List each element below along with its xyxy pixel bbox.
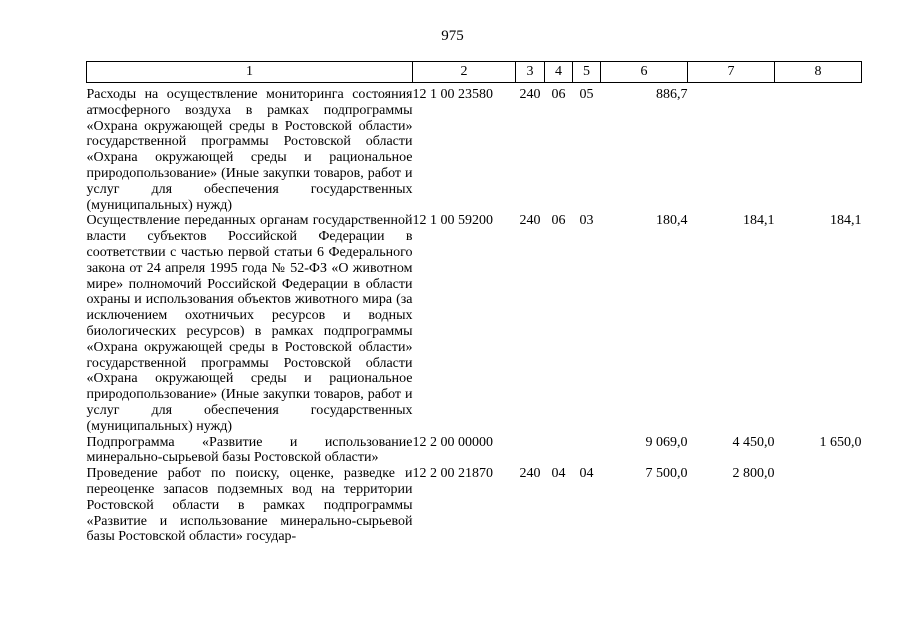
column-header: 2 <box>413 62 516 83</box>
table-header-row <box>87 62 862 83</box>
row-col7: 2 800,0 <box>732 466 775 482</box>
row-code: 12 2 00 21870 <box>412 466 493 482</box>
column-header: 4 <box>545 62 573 83</box>
row-description: Осуществление переданных органам государственной власти субъектов Российской Федерации в соответствии с частью первой статьи 6 Федерального закона от 24 апреля 1995 года № 52-ФЗ «О животном мире» полномочий Российской Федерации в области охраны и использования объектов животного мира (за исключением охотничьих ресурсов и водных биологических ресурсов) в рамках подпрограммы «Охрана окружающей среды в Ростовской области» государственной программы Ростовской области «Охрана окружающей среды и рациональное природопользование» (Иные закупки товаров, работ и услуг для обеспечения государственных (муниципальных) нужд) <box>86 213 413 434</box>
column-header: 8 <box>775 62 862 83</box>
row-col3: 240 <box>519 213 541 229</box>
column-header: 6 <box>601 62 688 83</box>
row-col5: 03 <box>579 213 594 229</box>
row-col4: 06 <box>551 87 566 102</box>
table-row <box>87 213 862 434</box>
row-description: Проведение работ по поиску, оценке, разведке и переоценке запасов подземных вод на территории Ростовской области в рамках подпрограммы «Развитие и использование минерально-сырьевой базы Ростовской области» государ- <box>86 466 413 545</box>
row-col5: 05 <box>579 87 594 102</box>
row-col3 <box>516 435 545 467</box>
row-col7: 184,1 <box>743 213 775 229</box>
table-row <box>87 435 862 467</box>
row-col8: 1 650,0 <box>819 434 862 450</box>
row-col3: 240 <box>519 466 541 482</box>
column-header: 7 <box>688 62 775 83</box>
row-col5: 04 <box>579 466 594 482</box>
row-col4: 04 <box>551 466 566 482</box>
row-col7: 4 450,0 <box>732 434 775 450</box>
row-col6: 9 069,0 <box>645 434 688 450</box>
column-header: 1 <box>87 62 413 83</box>
row-col8 <box>775 83 862 214</box>
row-col8 <box>775 466 862 545</box>
budget-table <box>86 61 862 545</box>
row-col8: 184,1 <box>830 213 862 229</box>
row-col7 <box>688 83 775 214</box>
column-header: 5 <box>573 62 601 83</box>
row-col3: 240 <box>519 87 541 102</box>
table-row <box>87 83 862 214</box>
row-col6: 180,4 <box>656 213 688 229</box>
row-code: 12 2 00 00000 <box>412 434 493 450</box>
row-code: 12 1 00 59200 <box>412 213 493 229</box>
row-col6: 7 500,0 <box>645 466 688 482</box>
row-col6: 886,7 <box>656 87 688 102</box>
table-row <box>87 466 862 545</box>
column-header: 3 <box>516 62 545 83</box>
row-description: Расходы на осуществление мониторинга состояния атмосферного воздуха в рамках подпрограммы «Охрана окружающей среды в Ростовской области» государственной программы Ростовской области «Охрана окружающей среды и рациональное природопользование» (Иные закупки товаров, работ и услуг для обеспечения государственных (муниципальных) нужд) <box>86 87 413 213</box>
row-col4 <box>545 435 573 467</box>
row-description: Подпрограмма «Развитие и использование минерально-сырьевой базы Ростовской области» <box>86 434 413 466</box>
row-code: 12 1 00 23580 <box>412 87 493 102</box>
page-number: 975 <box>441 28 464 44</box>
row-col5 <box>573 435 601 467</box>
row-col4: 06 <box>551 213 566 229</box>
